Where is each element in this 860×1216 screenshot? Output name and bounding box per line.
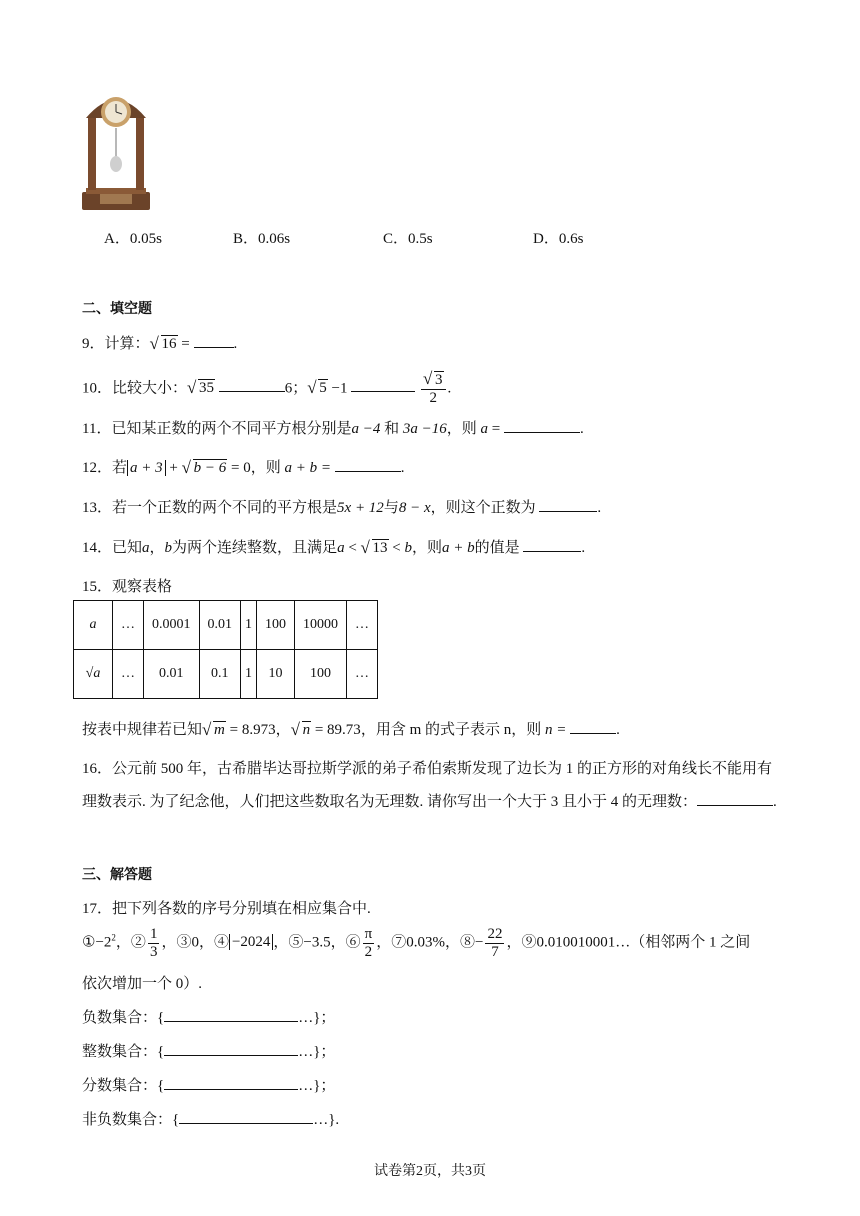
table-row [74,601,378,650]
question-17-line2: 依次增加一个 0）. [82,976,203,992]
table-cell: … [113,650,144,699]
answer-blank[interactable] [164,1007,298,1022]
table-cell: 100 [295,650,347,699]
table-cell: 10 [257,650,295,699]
answer-blank[interactable] [219,377,285,392]
answer-blank[interactable] [539,497,597,512]
question-14: 14．已知a，b为两个连续整数，且满足a < √ 13 < b，则a + b的值是 . [82,536,585,557]
table-cell: … [347,601,378,650]
option-c: C．0.5s [383,231,433,247]
table-cell: … [113,601,144,650]
answer-blank[interactable] [194,333,234,348]
question-17: 17．把下列各数的序号分别填在相应集合中. [82,901,371,917]
table-cell: … [347,650,378,699]
table-cell: 1 [241,650,257,699]
answer-blank[interactable] [179,1109,313,1124]
question-11: 11．已知某正数的两个不同平方根分别是a −4 和 3a −16，则 a = . [82,417,584,438]
option-d: D．0.6s [533,231,584,247]
table-cell: 100 [257,601,295,650]
table-cell: 0.01 [144,650,200,699]
fraction-sqrt3-over-2: √ $\frac{3}{2}$ [421,372,446,406]
question-16-line2: 理数表示. 为了纪念他，人们把这些数取名为无理数. 请你写出一个大于 3 且小于 4 的无理数： . [82,790,777,811]
set-integer: 整数集合：{ …}； [82,1040,335,1061]
question-13: 13．若一个正数的两个不同的平方根是5x + 12与8 − x，则这个正数为 . [82,496,601,517]
answer-blank[interactable] [523,537,581,552]
page-footer: 试卷第2页，共3页 [374,1164,486,1179]
table-cell: 10000 [295,601,347,650]
observation-table [73,600,378,699]
section-title-solve: 三、解答题 [82,867,152,883]
question-15: 15．观察表格 [82,579,173,595]
pendulum-clock-image [80,88,152,212]
answer-blank[interactable] [335,457,401,472]
answer-blank[interactable] [570,719,616,734]
table-cell: 0.1 [199,650,241,699]
question-17-numbers: $①-2^2$，② $\frac{1}{3}$ ，③0，④ −2024 ，⑤−3.5，⑥ $\frac{\pi}{2}$ ，⑦0.03%，⑧− $\frac{22}{7}$ ，⑨0.010010001…（相邻两个 1 之间 [82,926,751,960]
set-negative: 负数集合：{ …}； [82,1006,335,1027]
answer-blank[interactable] [504,418,580,433]
table-row [74,650,378,699]
answer-blank[interactable] [164,1075,298,1090]
option-a: A．0.05s [104,231,162,247]
question-15-follow: 按表中规律若已知√ m = 8.973，√ n = 89.73，用含 m 的式子表示 n，则 n = . [82,718,620,739]
answer-blank[interactable] [351,377,415,392]
section-title-fill-in: 二、填空题 [82,301,152,317]
question-12: 12．若 a + 3 + √ b − 6 = 0，则 a + b = . [82,456,404,477]
answer-blank[interactable] [697,791,773,806]
question-10: 10．比较大小：√ 35 6；√ 5 −1 √ $\frac{3}{2}$ . [82,372,451,406]
table-cell: 1 [241,601,257,650]
set-nonnegative: 非负数集合：{ …}. [82,1108,339,1129]
set-fraction: 分数集合：{ …}； [82,1074,335,1095]
table-cell: 0.0001 [144,601,200,650]
question-9: 9．计算：√ 16 = . [82,332,237,353]
table-cell: a [74,601,113,650]
answer-blank[interactable] [164,1041,298,1056]
option-b: B．0.06s [233,231,291,247]
table-cell: √a [74,650,113,699]
question-16: 16．公元前 500 年，古希腊毕达哥拉斯学派的弟子希伯索斯发现了边长为 1 的正方形的对角线长不能用有 [82,761,773,777]
table-cell: 0.01 [199,601,241,650]
